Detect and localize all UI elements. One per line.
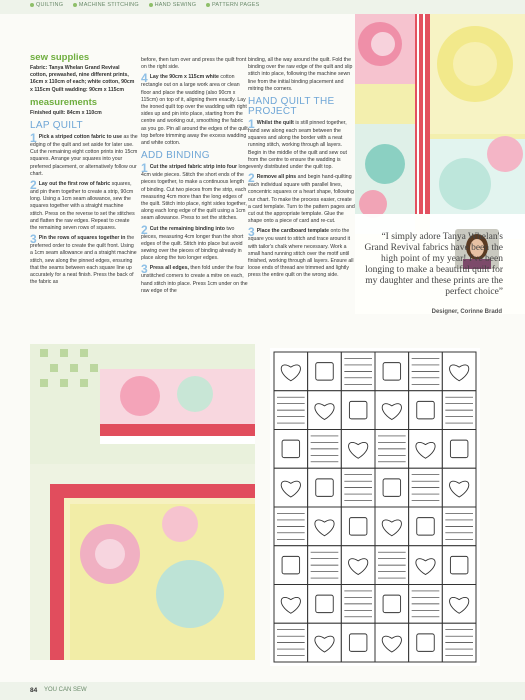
chart-cell: [308, 352, 342, 391]
chart-cell: [442, 352, 476, 391]
step-paragraph: 2 Lay out the first row of fabric squares, and pin them together to create a strip, 90cm long. Using a 1cm seam allowance, sew the squares together with a straight machine stitch. Press on the reverse to set the stitches and flatten the raw edges. Repeat to create the remaining seven rows of squares.: [30, 178, 135, 232]
bullet-icon: [73, 3, 77, 7]
step-number: 4: [141, 71, 148, 86]
chart-cell: [375, 352, 409, 391]
add-binding-heading: ADD BINDING: [141, 150, 210, 162]
chart-cell: [341, 546, 375, 585]
column-binding: [141, 57, 249, 298]
chart-cell: [442, 430, 476, 469]
step-paragraph: 2 Cut the remaining binding into two pieces, measuring 4cm longer than the short edges of the quilt. Stitch into place but avoid sewing over the pieces of binding already in place along the two longer edges.: [141, 222, 244, 262]
step-number: 3: [248, 225, 255, 240]
step-paragraph: 2 Remove all pins and begin hand-quilting each individual square with parallel lines, concentric squares or a heart shape, following our chart. To make the process easier, create a card template. Turn to the pattern pages and cut out the appropriate template. Glue the shape onto a piece of card and re-cut.: [248, 171, 355, 225]
chart-cell: [341, 623, 375, 662]
step-paragraph: 3 Press all edges, then fold under the four unstitched corners to create a mitre on each, hand stitch into place. Press 1cm under on the raw edge of the: [141, 262, 248, 294]
bullet-icon: [30, 3, 34, 7]
step-number: 1: [30, 131, 37, 146]
measurements-text: Finished quilt: 84cm x 110cm: [30, 109, 102, 116]
chart-cell: [341, 430, 375, 469]
breadcrumb: [30, 2, 267, 8]
supplies-heading: sew supplies: [30, 52, 90, 63]
breadcrumb-item: QUILTING: [30, 2, 67, 8]
step-number: 1: [248, 117, 255, 132]
supplies-text: Fabric: Tanya Whelan Grand Revival cotton, prewashed, nine different prints, 16cm x 110cm of each; white cotton, 90cm x 115cm Quilt wadding: 90cm x 115cm: [30, 65, 135, 93]
page-number: 84: [30, 687, 38, 694]
chart-cell: [341, 391, 375, 430]
chart-cell: [308, 391, 342, 430]
continued-text: binding, all the way around the quilt. Fold the binding over the raw edge of the quilt and slip stitch into place, following the machine sewn line from the initial binding placement and mitring the corners.: [248, 57, 353, 92]
chart-cell: [409, 623, 443, 662]
chart-cell: [308, 468, 342, 507]
quilting-chart-svg: [270, 348, 480, 666]
magazine-name: YOU CAN SEW: [44, 687, 87, 693]
column-supplies: [30, 52, 138, 289]
chart-cell: [409, 391, 443, 430]
chart-cell: [409, 507, 443, 546]
bullet-icon: [149, 3, 153, 7]
chart-cell: [442, 546, 476, 585]
breadcrumb-item: MACHINE STITCHING: [73, 2, 143, 8]
measurements-heading: measurements: [30, 96, 98, 108]
step-number: 1: [141, 161, 148, 176]
step-number: 2: [248, 171, 255, 186]
breadcrumb-item: PATTERN PAGES: [206, 2, 264, 8]
breadcrumb-item: HAND SEWING: [149, 2, 201, 8]
lap-quilt-heading: LAP QUILT: [30, 120, 83, 132]
quilting-chart: [270, 348, 480, 666]
step-paragraph: 1 Whilst the quilt is still pinned together, hand sew along each seam between the squares and along the border with a neat running stitch, working through all layers. Begin in the middle of the quilt and sew out from the centre to ensure the wadding is evenly distributed under the quilt top.: [248, 117, 347, 171]
chart-cell: [341, 507, 375, 546]
hand-quilt-heading: HAND QUILT THE PROJECT: [248, 96, 335, 118]
step-number: 2: [141, 222, 148, 237]
chart-cell: [308, 585, 342, 624]
chart-cell: [375, 623, 409, 662]
chart-cell: [274, 585, 308, 624]
chart-cell: [308, 507, 342, 546]
chart-cell: [375, 507, 409, 546]
header-bar: [0, 0, 525, 14]
chart-cell: [274, 546, 308, 585]
step-paragraph: 4 Lay the 90cm x 115cm white cotton rectangle out on a large work area or clean floor and place the wadding (also 90cm x 115cm) on top of it, aligning them exactly. Lay the ironed quilt top over the wadding with right sides up and pin into place, starting from the centre and working out, smoothing the fabric as you go. Pin all around the edges of the quilt top before trimming away the excess wadding and white cotton.: [141, 71, 248, 147]
chart-cell: [274, 430, 308, 469]
chart-cell: [375, 468, 409, 507]
designer-credit: Designer, Corinne Bradd: [431, 309, 502, 315]
bullet-icon: [206, 3, 210, 7]
footer-bar: [0, 682, 525, 700]
chart-cell: [409, 430, 443, 469]
binding-detail-image: [30, 344, 255, 660]
step-paragraph: 1 Pick a striped cotton fabric to use as the edging of the quilt and set aside for later use. Cut the remaining eight cotton prints into 15cm squares. Arrange your squares into your preferred placement, or alternatively follow our chart.: [30, 131, 138, 177]
chart-cell: [442, 585, 476, 624]
chart-cell: [274, 468, 308, 507]
step-paragraph: 3 Place the cardboard template onto the square you want to stitch and trace around it with tailor's chalk where necessary. Work a small hand running stitch over the motif until finished, working through all layers. Ensure all loose ends of thread are trimmed and lightly press the entire quilt on the wrong side.: [248, 225, 354, 279]
column-hand-quilt: [248, 57, 356, 283]
chart-cell: [375, 585, 409, 624]
quilt-photo-bottom: [30, 344, 255, 660]
designer-quote: “I simply adore Tanya Whelan's Grand Revival fabrics have been the high point of my year! I've been longing to make a beautiful quilt for my daughter and these prints are the perfect choice”: [364, 232, 503, 297]
step-paragraph: 3 Pin the rows of squares together in the preferred order to create the quilt front. Using a 1cm seam allowance and a straight machine stitch, sew along the pinned edges, ensuring that the seams between each square line up accurately for a neat finish. Press the back of the fabric as: [30, 232, 137, 286]
step-number: 3: [30, 232, 37, 247]
chart-cell: [274, 352, 308, 391]
continued-text: before, then turn over and press the quilt front on the right side.: [141, 57, 247, 71]
chart-cell: [442, 468, 476, 507]
step-paragraph: 1 Cut the striped fabric strip into four long 4cm wide pieces. Stitch the short ends of the pieces together, to make a continuous length of binding. Cut two pieces from the strip, each measuring 4cm more than the long edges of the quilt. Stitch into place, right sides together, along each long edge of the quilt using a 1cm seam allowance. Press to set the stitches.: [141, 161, 249, 222]
step-number: 2: [30, 178, 37, 193]
chart-cell: [308, 623, 342, 662]
chart-cell: [409, 546, 443, 585]
step-number: 3: [141, 262, 148, 277]
chart-cell: [375, 391, 409, 430]
